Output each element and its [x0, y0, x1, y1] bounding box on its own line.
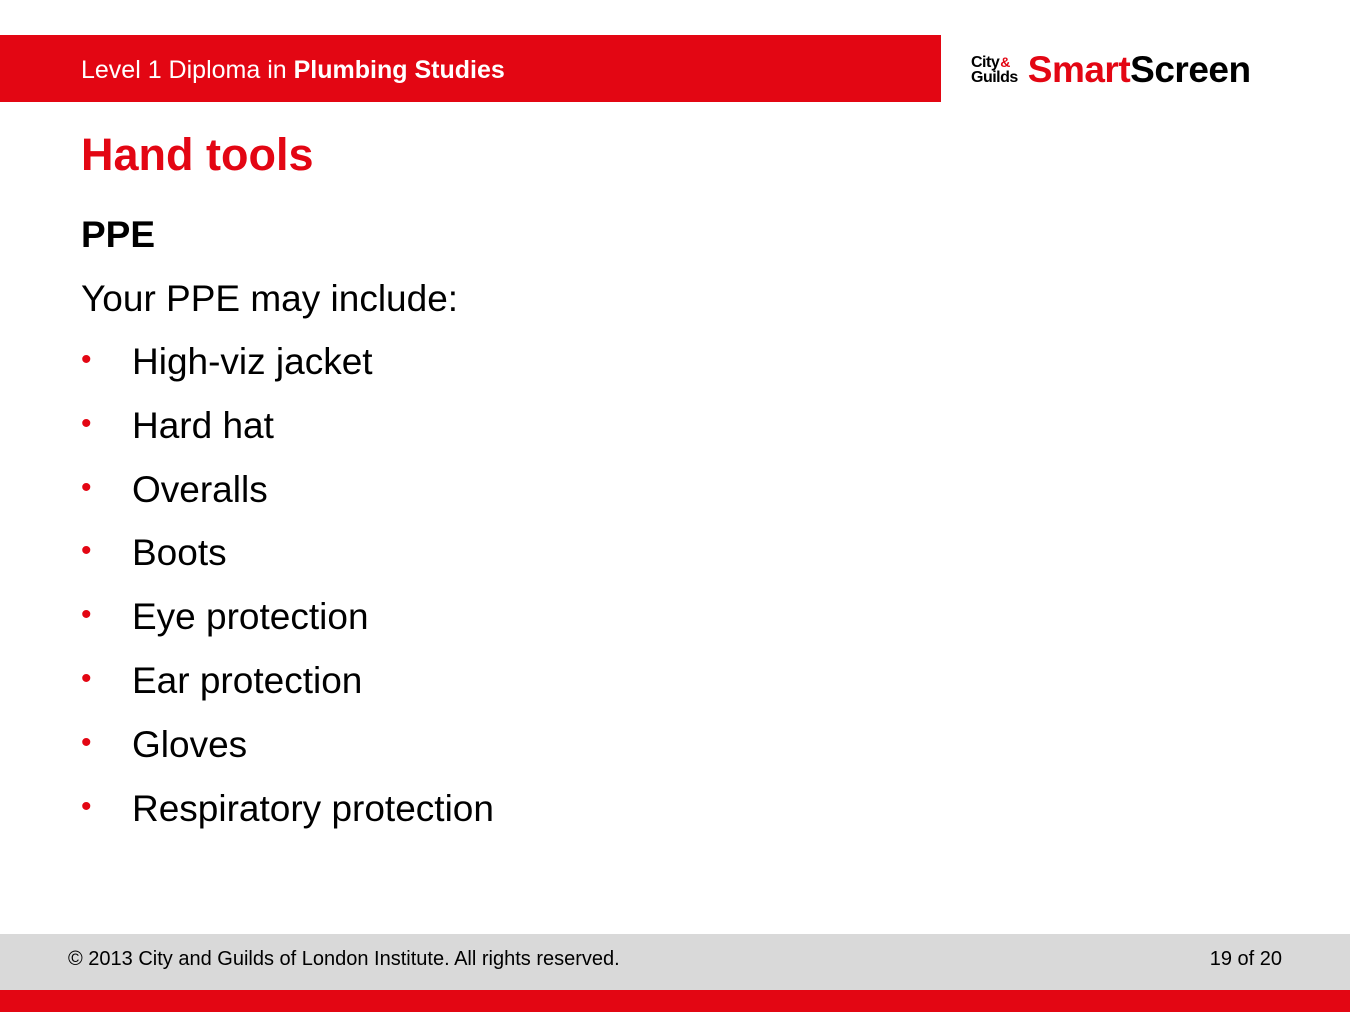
bullet-icon: •	[81, 661, 92, 695]
bullet-icon: •	[81, 725, 92, 759]
logo-guilds-text: Guilds	[971, 69, 1018, 86]
copyright-notice: © 2013 City and Guilds of London Institute. All rights reserved.	[68, 948, 620, 970]
list-item-text: High-viz jacket	[132, 341, 373, 382]
course-name: Plumbing Studies	[293, 56, 505, 84]
bullet-icon: •	[81, 406, 92, 440]
bullet-icon: •	[81, 789, 92, 823]
city-and-guilds-logo	[971, 55, 1018, 85]
logo-city-text: City	[971, 54, 1000, 71]
page-indicator: 19 of 20	[1209, 948, 1282, 970]
bottom-accent-bar	[0, 990, 1350, 1012]
slide-title: Hand tools	[81, 129, 314, 180]
list-item-text: Respiratory protection	[132, 787, 494, 829]
bullet-icon: •	[81, 470, 92, 504]
logo-ampersand: &	[1000, 54, 1010, 70]
slide-intro: Your PPE may include:	[81, 278, 459, 319]
bullet-icon: •	[81, 343, 92, 376]
city-and-guilds-smartscreen-logo	[971, 47, 1251, 93]
list-item-text: Gloves	[132, 723, 248, 765]
list-item-text: Eye protection	[132, 596, 369, 638]
list-item-text: Hard hat	[132, 404, 274, 446]
course-title	[81, 35, 505, 102]
bullet-icon: •	[81, 534, 92, 568]
header-bar	[0, 35, 941, 102]
slide-subheading: PPE	[81, 214, 156, 255]
footer-bar	[0, 934, 1350, 990]
course-prefix: Level 1 Diploma in	[81, 56, 294, 84]
logo-screen-text: Screen	[1130, 49, 1251, 90]
bullet-icon: •	[81, 598, 92, 632]
logo-smart-text: Smart	[1027, 49, 1131, 90]
list-item-text: Ear protection	[132, 659, 363, 701]
list-item-text: Overalls	[132, 468, 268, 510]
list-item-text: Boots	[132, 532, 227, 574]
